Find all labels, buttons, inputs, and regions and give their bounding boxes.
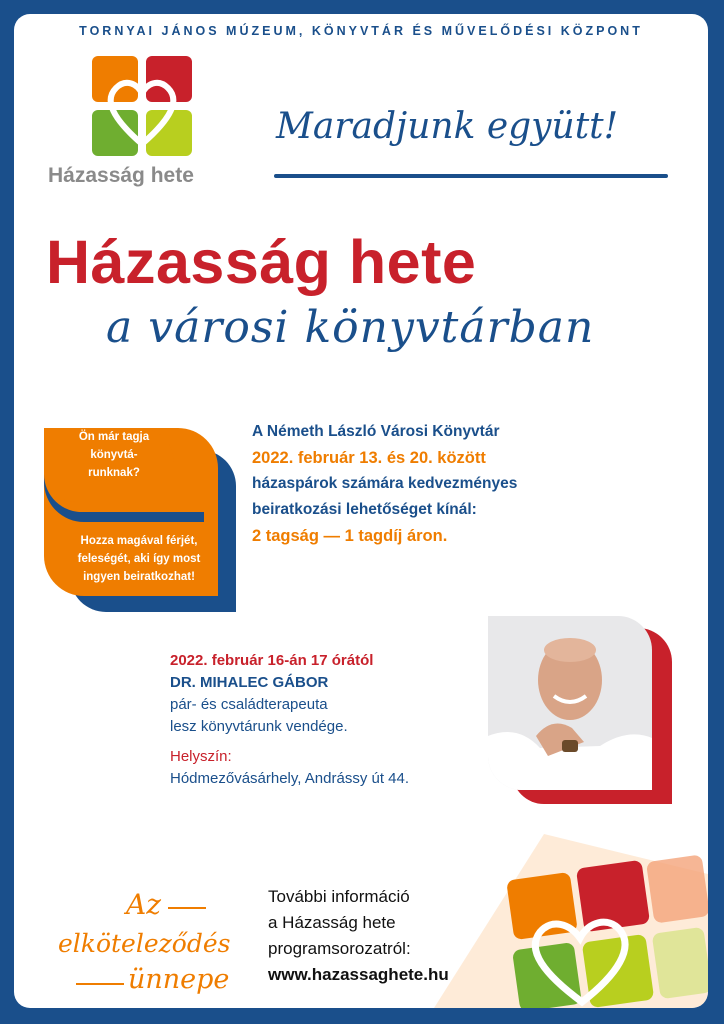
event-speaker-role: pár- és családterapeuta [170,696,328,713]
promo-offer-line: Hozza magával férjét, [80,535,198,547]
event-location: Hódmezővásárhely, Andrássy út 44. [170,770,410,787]
footer-info-line: További információ [268,887,410,906]
promo-question-line: runknak? [88,467,140,479]
footer-info-line: a Házasság hete [268,913,396,932]
promo-question [52,428,176,482]
membership-info [252,419,517,549]
motto-line: ünnepe [128,964,230,995]
speaker-photo [488,616,672,804]
decorative-heart-tiles-icon [394,834,708,1008]
event-guest-text: lesz könyvtárunk vendége. [170,718,348,735]
footer-info-line: programsorozatról: [268,939,411,958]
page-subtitle: a városi könyvtárban [106,302,595,353]
heart-logo-icon [92,56,192,156]
info-line: házaspárok számára kedvezményes [252,475,518,492]
motto-logo [56,878,246,998]
slogan-underline [274,174,668,178]
website-link[interactable]: www.hazassaghete.hu [268,965,449,984]
event-location-label: Helyszín: [170,748,232,765]
promo-question-line: Ön már tagja [78,431,150,443]
info-line: beiratkozási lehetőséget kínál: [252,501,477,518]
info-offer: 2 tagság — 1 tagdíj áron. [252,527,448,545]
motto-line: Az [126,888,161,921]
event-speaker: DR. MIHALEC GÁBOR [170,674,329,691]
info-dates: 2022. február 13. és 20. között [252,449,486,467]
promo-offer-line: ingyen beiratkozhat! [83,571,195,583]
slogan: Maradjunk együtt! [276,106,619,147]
organization-header: TORNYAI JÁNOS MÚZEUM, KÖNYVTÁR ÉS MŰVELŐDÉSI KÖZPONT [79,24,643,38]
page-title: Házasság hete [46,228,477,296]
poster [14,14,708,1008]
event-details [170,650,409,790]
logo-caption: Házasság hete [48,164,194,187]
event-date: 2022. február 16-án 17 órától [170,652,374,669]
promo-offer [52,532,226,586]
promo-offer-line: feleségét, aki így most [77,553,201,565]
info-line: A Németh László Városi Könyvtár [252,423,500,440]
motto-line: elköteleződés [58,929,231,958]
promo-question-line: könyvtá- [90,449,138,461]
